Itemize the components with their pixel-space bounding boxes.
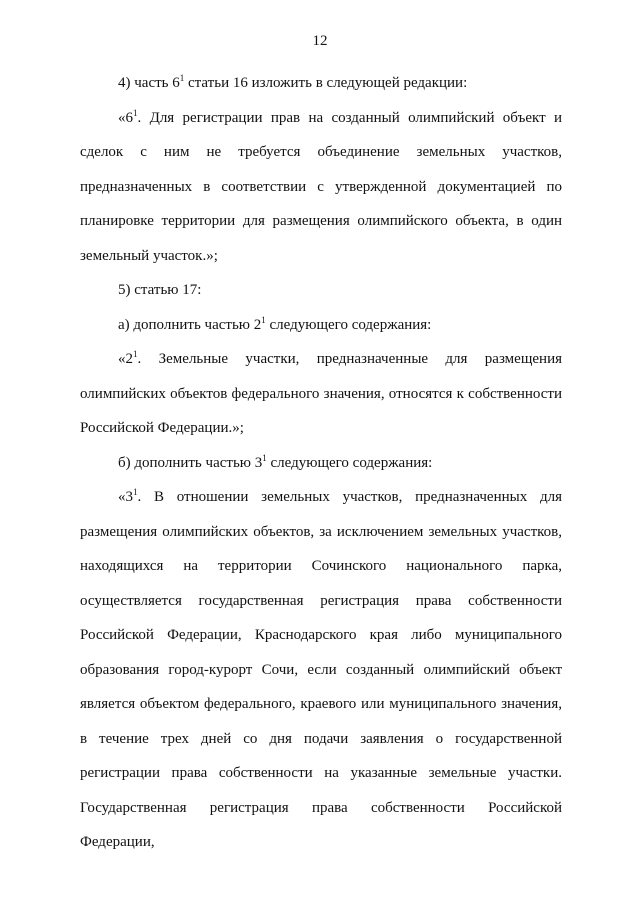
document-body — [80, 66, 562, 860]
superscript: 1 — [179, 73, 185, 83]
paragraph-part-3-1 — [80, 480, 562, 860]
paragraph-part-6-1 — [80, 101, 562, 274]
paragraph-text: б) дополнить частью 3 — [118, 454, 263, 471]
paragraph-item-5 — [80, 273, 562, 308]
paragraph-part-2-1 — [80, 342, 562, 446]
paragraph-text: . Земельные участки, предназначенные для размещения олимпийских объектов федерального значения, относятся к собственности Российской Федерации.»; — [80, 351, 562, 436]
paragraph-text: «3 — [118, 489, 133, 505]
paragraph-text: а) дополнить частью 2 — [118, 316, 262, 333]
superscript: 1 — [133, 349, 138, 359]
superscript: 1 — [261, 314, 266, 325]
paragraph-text: статьи 16 изложить в следующей редакции: — [184, 75, 468, 91]
paragraph-text: . Для регистрации прав на созданный олимпийский объект и сделок с ним не требуется объединение земельных участков, предназначенных в соответствии с утвержденной документацией по планировке территории для размещения олимпийского объекта, в один земельный участок.»; — [80, 109, 562, 264]
paragraph-subitem-b — [80, 446, 562, 481]
paragraph-text: «2 — [118, 351, 133, 367]
superscript: 1 — [133, 107, 138, 118]
paragraph-text: следующего содержания: — [265, 316, 432, 333]
paragraph-text: «6 — [118, 109, 133, 126]
paragraph-text: . В отношении земельных участков, предназначенных для размещения олимпийских объектов, за исключением земельных участков, находящихся на территории Сочинского национального парка, осуществляется государственная регистрация права собственности Российской Федерации, Краснодарского края либо муниципального образования город-курорт Сочи, если созданный олимпийский объект является объектом федерального, краевого или муниципального значения, в течение трех дней со дня подачи заявления о государственной регистрации права собственности на указанные земельные участки. Государственная регистрация права собственности Российской Федерации, — [80, 489, 562, 850]
superscript: 1 — [262, 452, 267, 463]
paragraph-text: 5) статью 17: — [118, 282, 202, 298]
paragraph-subitem-a — [80, 308, 562, 343]
paragraph-text: следующего содержания: — [266, 454, 433, 471]
superscript: 1 — [133, 487, 138, 497]
paragraph-text: 4) часть 6 — [118, 75, 180, 91]
page-number: 12 — [312, 33, 328, 49]
paragraph-item-4 — [80, 66, 562, 101]
